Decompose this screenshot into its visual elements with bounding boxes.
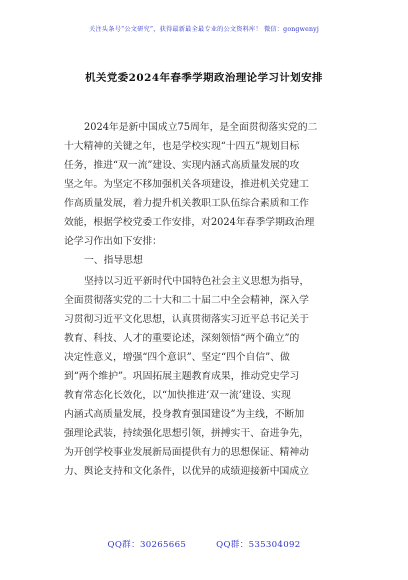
paragraph-2-line: 决定性意义，增强“四个意识”、坚定“四个自信”、做 [64, 352, 290, 363]
paragraph-2-line: 教育、科技、人才的重要论述，深刻领悟“两个确立”的 [64, 333, 300, 344]
section-heading: 一、指导思想 [84, 255, 143, 266]
paragraph-2-line: 内涵式高质量发展，投身教育强国建设”为主线，不断加 [64, 409, 305, 420]
document-title: 机关党委2024年春季学期政治理论学习计划安排 [85, 72, 323, 84]
paragraph-2-line: 强理论武装，持续强化思想引领，拼搏实干、奋进争先， [64, 428, 309, 439]
paragraph-2-line: 为开创学校事业发展新局面提供有力的思想保证、精神动 [64, 447, 309, 458]
paragraph-1-line: 2024年是新中国成立75周年，是全面贯彻落实党的二 [84, 122, 318, 133]
paragraph-2-line: 力、舆论支持和文化条件，以优异的成绩迎接新中国成立 [64, 466, 309, 477]
paragraph-2-line: 习贯彻习近平文化思想，认真贯彻落实习近平总书记关于 [64, 314, 309, 325]
qq-group-2: QQ群：535304092 [216, 540, 301, 550]
paragraph-1-line: 效能，根据学校党委工作安排，对2024年春季学期政治理 [64, 217, 315, 228]
paragraph-2-line: 全面贯彻落实党的二十大和二十届二中全会精神，深入学 [64, 295, 309, 306]
paragraph-1-line: 坚之年。为坚定不移加强机关各项建设，推进机关党建工 [64, 179, 309, 190]
header-banner: 关注头条号“公文研究”，获得最新最全最专业的公文资料库！ 微信：gongwenyj [89, 26, 319, 33]
paragraph-1-line: 十大精神的关键之年，也是学校实现“十四五”规划目标 [64, 141, 300, 152]
paragraph-2-line: 到“两个维护”。巩固拓展主题教育成果，推动党史学习 [64, 371, 300, 382]
paragraph-1-line: 论学习作出如下安排： [64, 236, 162, 247]
qq-group-1: QQ群：30265665 [107, 540, 187, 550]
footer-qq-groups [0, 538, 408, 550]
paragraph-1-line: 作高质量发展，着力提升机关教职工队伍综合素质和工作 [64, 198, 309, 209]
paragraph-1-line: 任务，推进“双一流”建设、实现内涵式高质量发展的攻 [64, 160, 300, 171]
paragraph-2-line: 教育常态化长效化，以“加快推进‘双一流’建设、实现 [64, 390, 291, 401]
paragraph-2-line: 坚持以习近平新时代中国特色社会主义思想为指导， [84, 276, 310, 287]
